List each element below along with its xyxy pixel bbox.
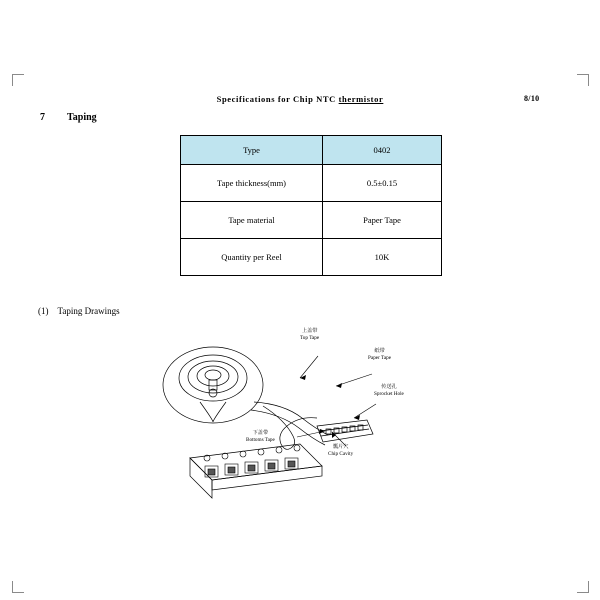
figure-label-bottoms-tape [246, 430, 275, 443]
table-row [181, 239, 442, 276]
section-heading [40, 112, 97, 123]
row-value-quantity-per-reel: 10K [323, 239, 442, 276]
section-number: 7 [40, 112, 45, 123]
table-header-type: Type [181, 136, 323, 165]
row-label-tape-thickness: Tape thickness(mm) [181, 165, 323, 202]
leader-sprocket-hole [354, 404, 376, 418]
figure-label-top-tape-cn: 上盖带 [301, 328, 318, 334]
figure-label-sprocket-hole-en: Sprocket Hole [374, 390, 404, 397]
subsection-title: Taping Drawings [57, 306, 120, 316]
figure-label-chip-cavity [328, 444, 353, 457]
table-row [181, 165, 442, 202]
header-title-underlined: thermistor [338, 94, 384, 104]
row-value-tape-material: Paper Tape [323, 202, 442, 239]
crop-mark-top-right [577, 74, 589, 86]
figure-label-paper-tape-cn: 纸带 [374, 348, 385, 354]
header-title-prefix: Specifications for Chip NTC [216, 94, 339, 104]
crop-mark-bottom-right [577, 581, 589, 593]
crop-mark-bottom-left [12, 581, 24, 593]
figure-label-bottoms-tape-cn: 下盖带 [252, 430, 269, 436]
table-row [181, 202, 442, 239]
figure-label-paper-tape-en: Paper Tape [368, 354, 392, 361]
figure-label-bottoms-tape-en: Bottoms Tape [246, 436, 275, 443]
figure-label-sprocket-hole [374, 384, 404, 397]
table-header-row [181, 136, 442, 165]
figure-label-top-tape [300, 328, 319, 341]
taping-drawing-figure [150, 330, 470, 510]
figure-label-chip-cavity-cn: 瓢片穴 [332, 444, 349, 450]
figure-label-top-tape-en: Top Tape [300, 334, 320, 341]
row-label-quantity-per-reel: Quantity per Reel [181, 239, 323, 276]
figure-label-paper-tape [368, 348, 391, 361]
figure-label-chip-cavity-en: Chip Cavity [328, 450, 354, 457]
subsection-number: (1) [38, 306, 49, 316]
section-title: Taping [67, 112, 97, 123]
page-number: 8/10 [524, 94, 540, 103]
table-header-0402: 0402 [323, 136, 442, 165]
row-value-tape-thickness: 0.5±0.15 [323, 165, 442, 202]
taping-spec-table [180, 135, 442, 276]
header-title [217, 94, 384, 104]
crop-mark-top-left [12, 74, 24, 86]
taping-drawing-svg [150, 330, 470, 510]
leader-top-tape [300, 356, 318, 378]
reel-outer-ellipse [163, 347, 263, 423]
subsection-heading [38, 306, 120, 316]
figure-label-sprocket-hole-cn: 传送孔 [381, 384, 397, 390]
row-label-tape-material: Tape material [181, 202, 323, 239]
document-header [70, 94, 530, 104]
carrier-tray-side [190, 458, 212, 498]
